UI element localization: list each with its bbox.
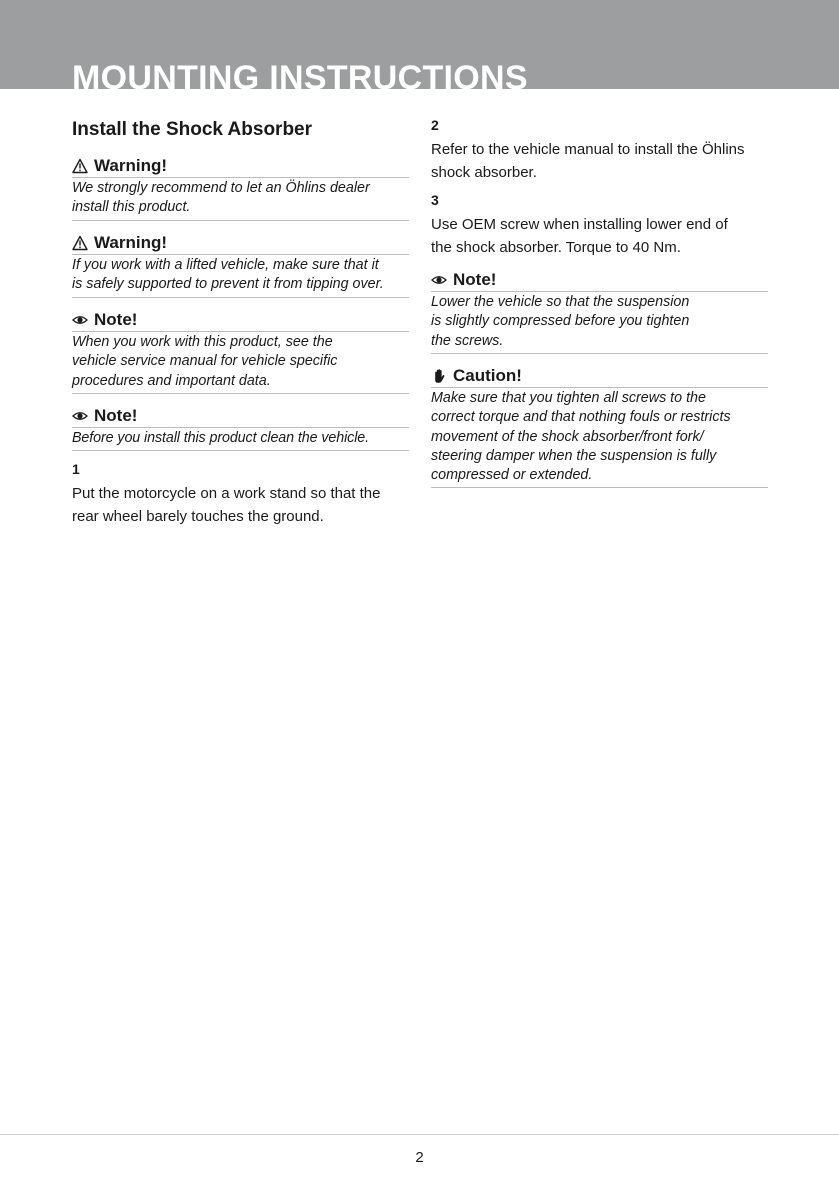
section-title: Install the Shock Absorber bbox=[72, 119, 313, 140]
notice-text: When you work with this product, see the vehicle service manual for vehicle specific procedures and important data. bbox=[72, 332, 409, 394]
notice-type-label: Note! bbox=[94, 406, 138, 425]
footer-divider bbox=[0, 1134, 839, 1135]
notice-heading bbox=[431, 366, 768, 388]
step-3 bbox=[431, 191, 771, 259]
step-1 bbox=[72, 460, 412, 528]
warning-triangle-icon bbox=[72, 235, 88, 251]
notice-type-label: Warning! bbox=[94, 233, 168, 252]
notice-text: We strongly recommend to let an Öhlins dealer install this product. bbox=[72, 178, 409, 221]
step-2 bbox=[431, 116, 771, 184]
notice-heading bbox=[72, 156, 409, 178]
hand-icon bbox=[431, 368, 447, 384]
eye-icon bbox=[431, 272, 447, 288]
notice-type-label: Caution! bbox=[453, 366, 522, 385]
notice-text: Lower the vehicle so that the suspension is slightly compressed before you tighten the screws. bbox=[431, 292, 768, 354]
page-title: MOUNTING INSTRUCTIONS bbox=[72, 59, 528, 89]
notice-text: Make sure that you tighten all screws to the correct torque and that nothing fouls or restricts movement of the shock absorber/front fork/ steering damper when the suspension is fully compressed or extended. bbox=[431, 388, 768, 488]
warning-triangle-icon bbox=[72, 158, 88, 174]
warning-notice bbox=[72, 156, 409, 221]
notice-heading bbox=[431, 270, 768, 292]
note-notice bbox=[72, 310, 409, 394]
step-number: 2 bbox=[431, 117, 439, 133]
notice-heading bbox=[72, 310, 409, 332]
page-number: 2 bbox=[415, 1149, 424, 1166]
notice-text: Before you install this product clean the vehicle. bbox=[72, 428, 409, 451]
step-text: Refer to the vehicle manual to install the Öhlins shock absorber. bbox=[431, 141, 745, 181]
step-text: Use OEM screw when installing lower end of the shock absorber. Torque to 40 Nm. bbox=[431, 216, 728, 256]
eye-icon bbox=[72, 312, 88, 328]
notice-heading bbox=[72, 233, 409, 255]
header-band bbox=[0, 0, 839, 89]
notice-text: If you work with a lifted vehicle, make sure that it is safely supported to prevent it from tipping over. bbox=[72, 255, 409, 298]
notice-type-label: Note! bbox=[453, 270, 497, 289]
note-notice bbox=[72, 406, 409, 451]
step-number: 3 bbox=[431, 192, 439, 208]
notice-type-label: Warning! bbox=[94, 156, 168, 175]
eye-icon bbox=[72, 408, 88, 424]
notice-heading bbox=[72, 406, 409, 428]
step-text: Put the motorcycle on a work stand so that the rear wheel barely touches the ground. bbox=[72, 485, 381, 525]
caution-notice bbox=[431, 366, 768, 488]
notice-type-label: Note! bbox=[94, 310, 138, 329]
step-number: 1 bbox=[72, 461, 80, 477]
warning-notice bbox=[72, 233, 409, 298]
note-notice bbox=[431, 270, 768, 354]
